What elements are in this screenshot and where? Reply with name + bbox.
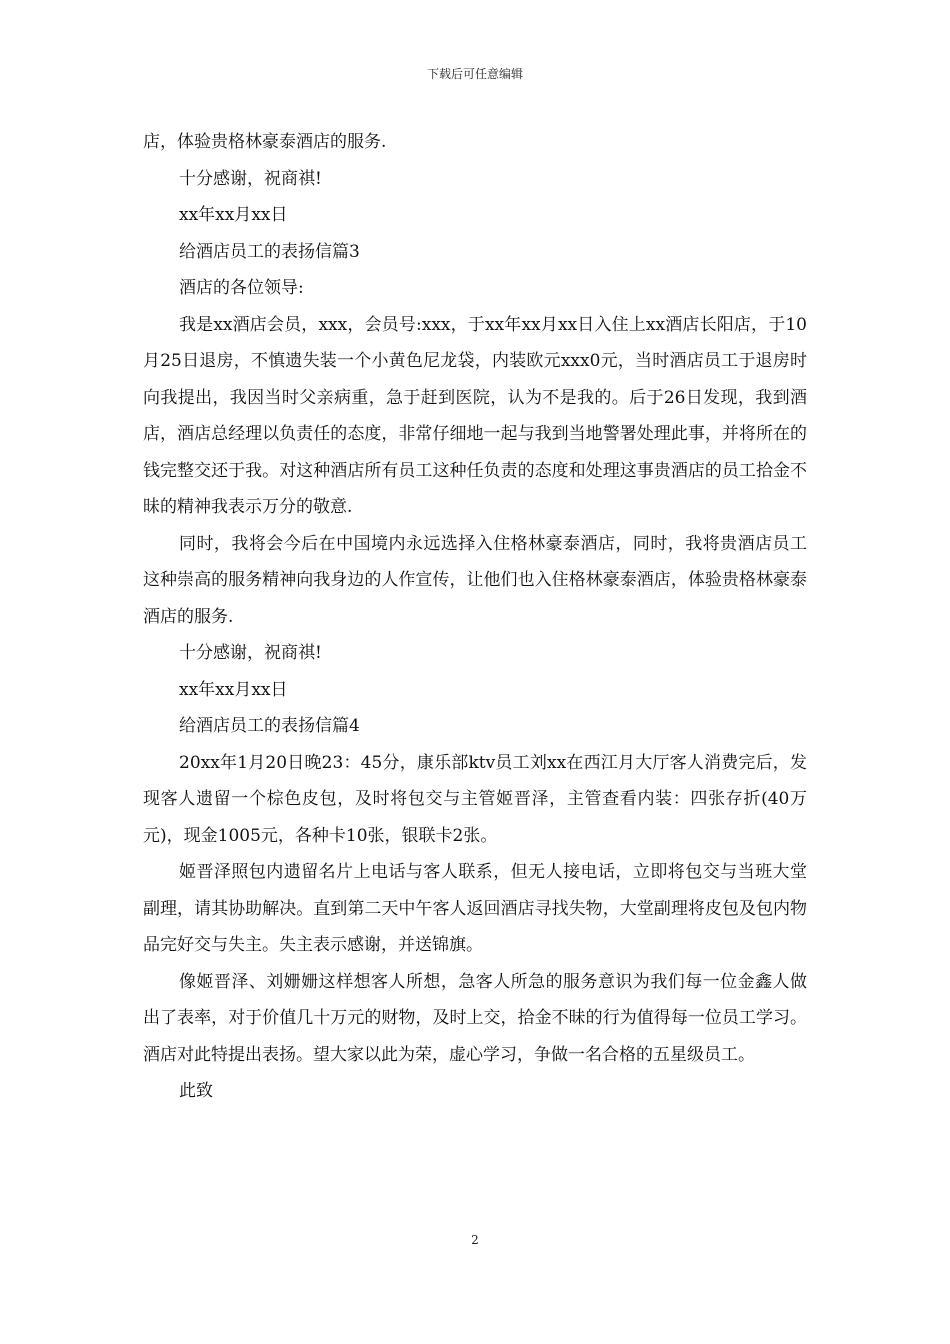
- section-title: 给酒店员工的表扬信篇3: [179, 241, 360, 262]
- salutation: 酒店的各位领导:: [179, 278, 304, 298]
- paragraph: 我是xx酒店会员，xxx，会员号:xxx，于xx年xx月xx日入住上xx酒店长阳店，于10月25日退房，不慎遗失装一个小黄色尼龙袋，内装欧元xxx0元，当时酒店员工于退房时向我提出，我因当时父亲病重，急于赶到医院，认为不是我的。后于26日发现，我到酒店，酒店总经理以负责任的态度，非常仔细地一起与我到当地警署处理此事，并将所在的钱完整交还于我。对这种酒店所有员工这种任负责的态度和处理这事贵酒店的员工拾金不昧的精神我表示万分的敬意.: [143, 314, 807, 517]
- paragraph: 像姬晋泽、刘姗姗这样想客人所想，急客人所急的服务意识为我们每一位金鑫人做出了表率，对于价值几十万元的财物，及时上交，拾金不昧的行为值得每一位员工学习。酒店对此特提出表扬。望大家以此为荣，虚心学习，争做一名合格的五星级员工。: [143, 971, 807, 1065]
- date-line: xx年xx月xx日: [179, 205, 288, 225]
- date-line: xx年xx月xx日: [179, 679, 288, 700]
- paragraph: 同时，我将会今后在中国境内永远选择入住格林豪泰酒店，同时，我将贵酒店员工这种崇高的服务精神向我身边的人作宣传，让他们也入住格林豪泰酒店，体验贵格林豪泰酒店的服务.: [143, 533, 807, 627]
- page-number: 2: [471, 1233, 479, 1247]
- closing-thanks: 十分感谢，祝商祺!: [179, 168, 322, 189]
- document-body: [143, 124, 807, 1110]
- page-header: 下载后可任意编辑: [426, 67, 523, 81]
- closing-line: 此致: [179, 1081, 213, 1101]
- paragraph: 20xx年1月20日晚23：45分，康乐部ktv员工刘xx在西江月大厅客人消费完后，发现客人遗留一个棕色皮包，及时将包交与主管姬晋泽，主管查看内装：四张存折(40万元)，现金1005元，各种卡10张，银联卡2张。: [143, 752, 807, 846]
- paragraph: 店，体验贵格林豪泰酒店的服务.: [143, 132, 387, 152]
- section-title: 给酒店员工的表扬信篇4: [179, 716, 360, 736]
- closing-thanks: 十分感谢，祝商祺!: [179, 643, 322, 663]
- paragraph: 姬晋泽照包内遗留名片上电话与客人联系，但无人接电话，立即将包交与当班大堂副理，请其协助解决。直到第二天中午客人返回酒店寻找失物，大堂副理将皮包及包内物品完好交与失主。失主表示感谢，并送锦旗。: [143, 862, 807, 955]
